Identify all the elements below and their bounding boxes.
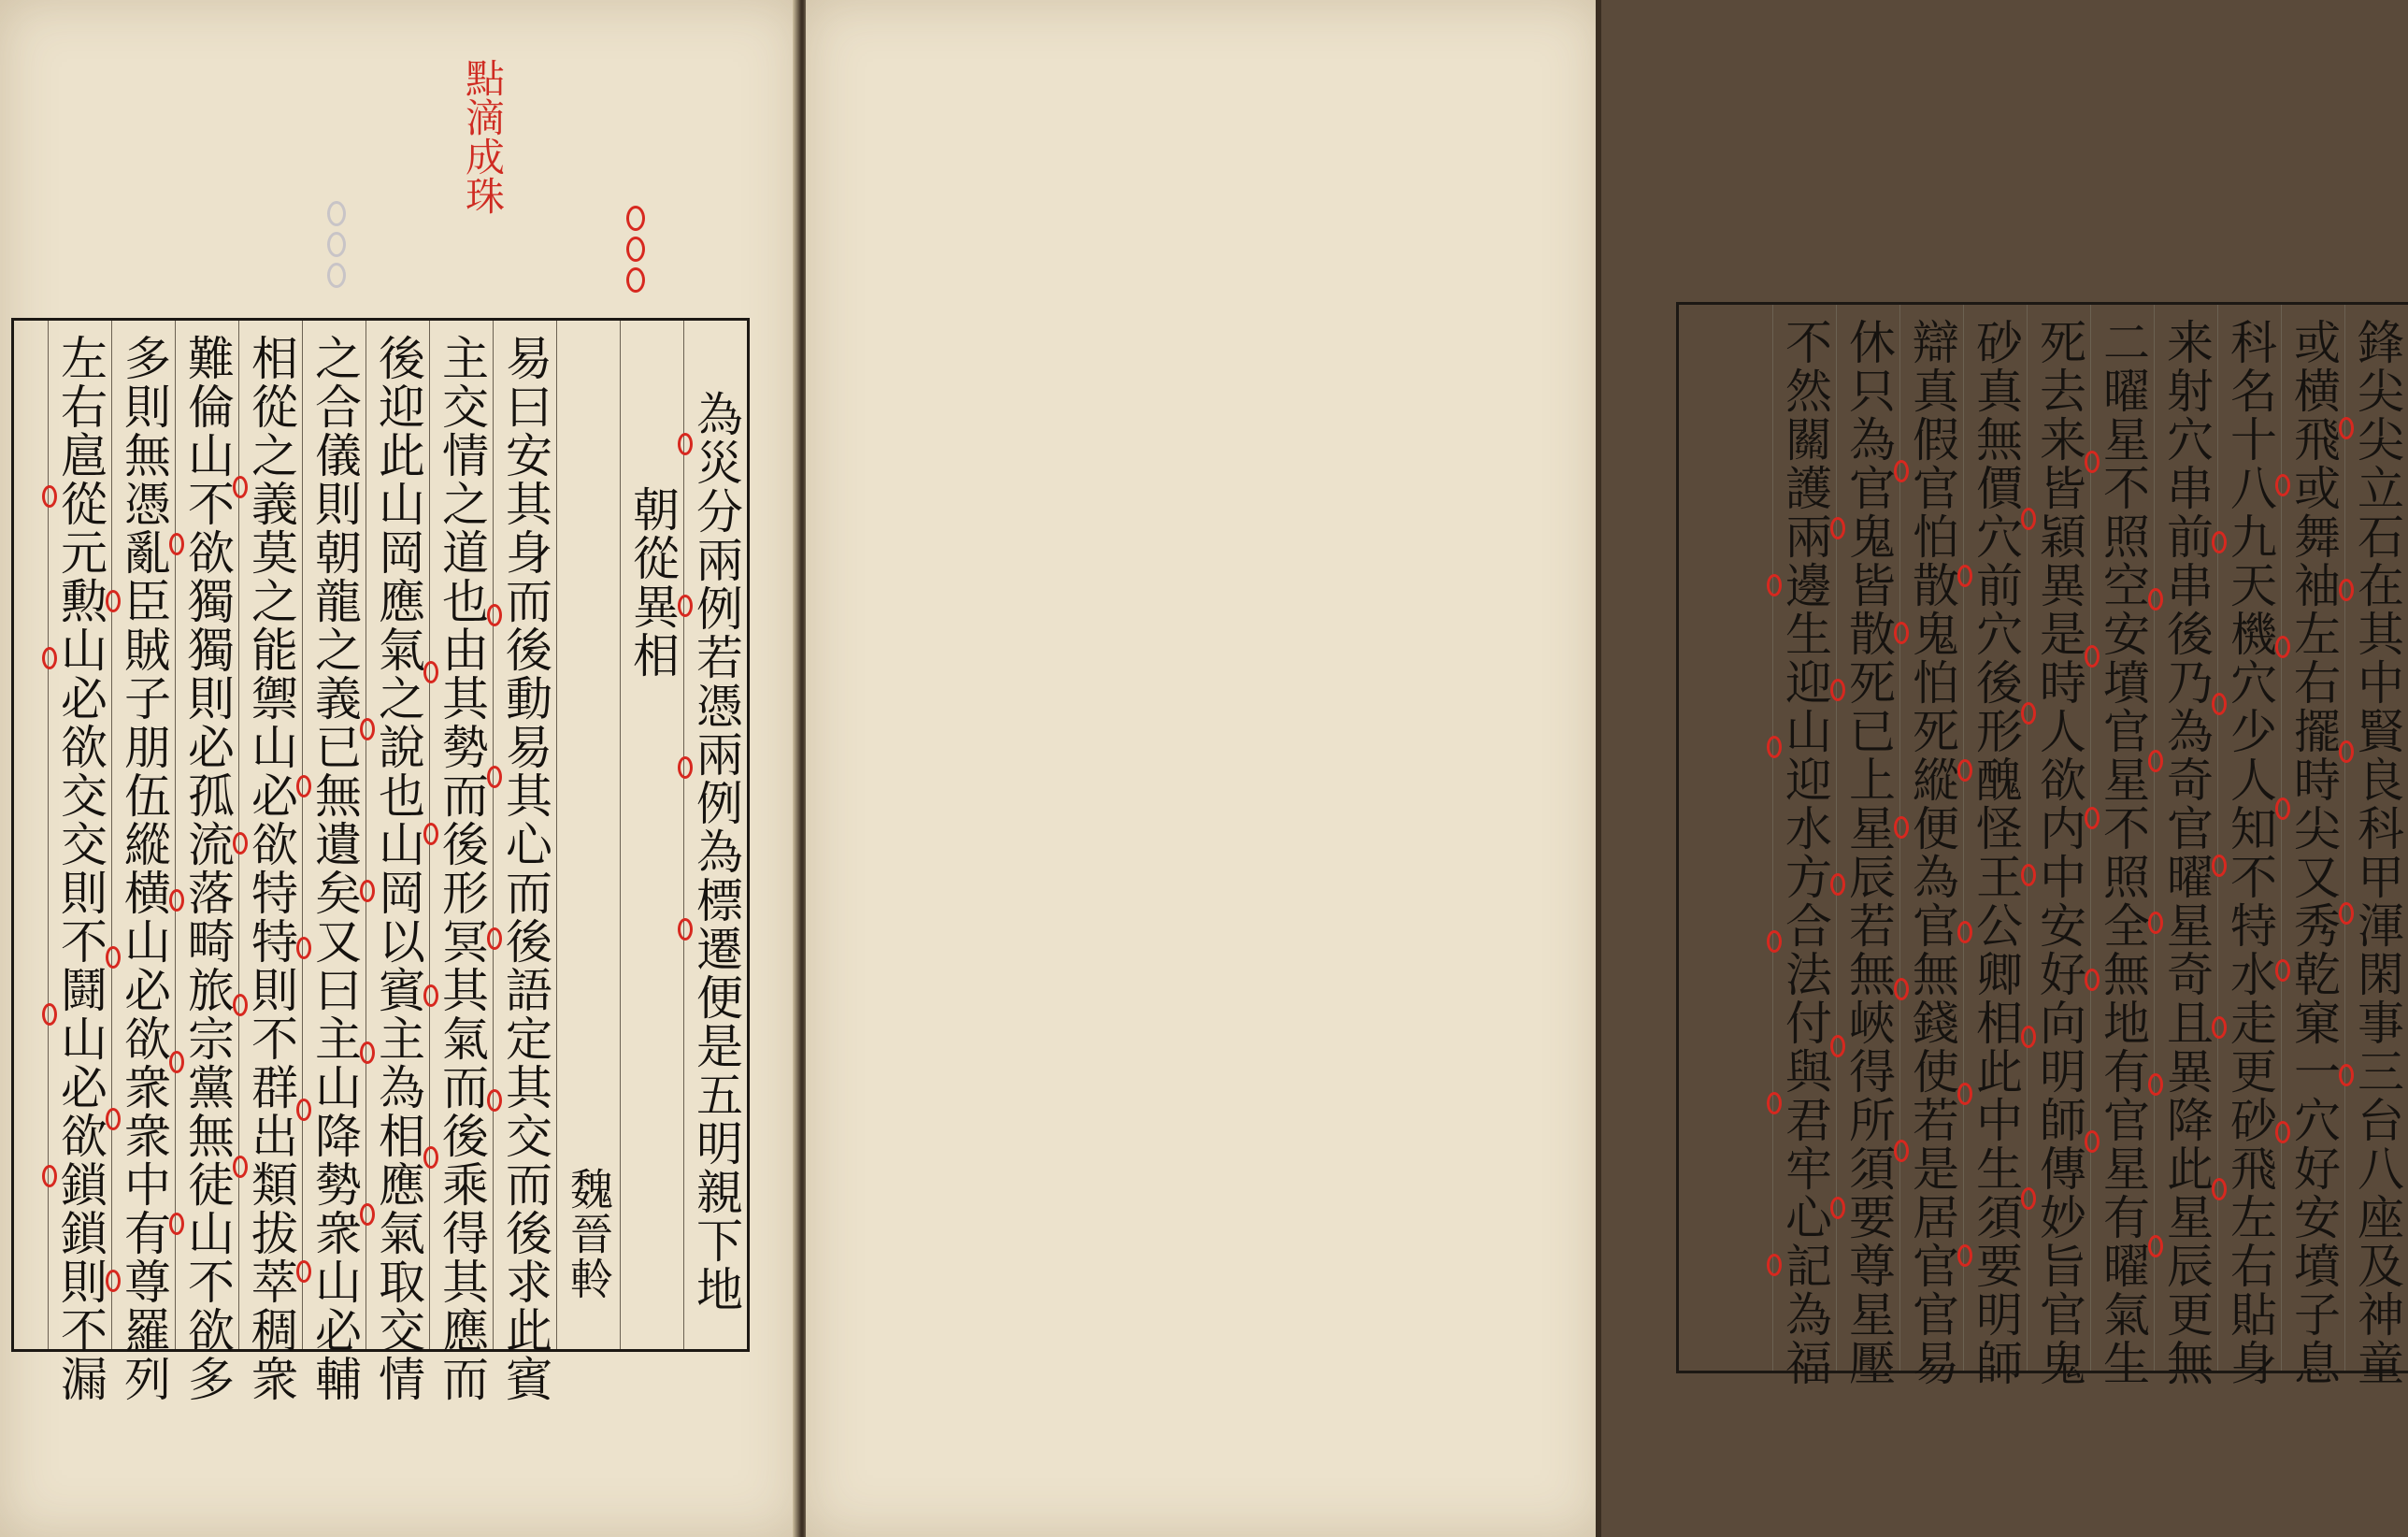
punctuation-circle bbox=[2085, 1130, 2100, 1153]
text-column: 来射穴串前串後乃為奇官曜星奇且異降此星辰更無 bbox=[2154, 305, 2217, 1371]
text-column: 科名十八九天機穴少人知不特水走更砂飛左右貼身 bbox=[2217, 305, 2281, 1371]
punctuation-circle bbox=[1830, 679, 1845, 701]
punctuation-circle bbox=[1894, 816, 1909, 839]
marginal-note: 點滴成珠 bbox=[460, 58, 506, 215]
punctuation-circle bbox=[1767, 574, 1782, 596]
punctuation-circle bbox=[2212, 855, 2227, 877]
punctuation-circle bbox=[487, 604, 502, 626]
punctuation-circle bbox=[1894, 622, 1909, 644]
punctuation-circle bbox=[42, 1003, 57, 1026]
punctuation-circle bbox=[42, 647, 57, 669]
punctuation-circle bbox=[1767, 1092, 1782, 1114]
right-text-frame bbox=[1676, 302, 2408, 1387]
punctuation-circle bbox=[1830, 1035, 1845, 1057]
punctuation-circle bbox=[2339, 417, 2354, 439]
punctuation-circle bbox=[233, 476, 248, 498]
punctuation-circle bbox=[2275, 959, 2290, 982]
red-circle-marks bbox=[626, 206, 645, 293]
punctuation-circle bbox=[296, 1260, 311, 1283]
punctuation-circle bbox=[2148, 588, 2163, 610]
text-column: 相從之義莫之能禦山必欲特特則不群出類拔萃稠衆 bbox=[238, 321, 302, 1349]
punctuation-circle bbox=[2339, 579, 2354, 601]
punctuation-circle bbox=[678, 433, 693, 455]
punctuation-circle bbox=[169, 889, 184, 912]
punctuation-circle bbox=[169, 533, 184, 555]
punctuation-circle bbox=[2021, 702, 2036, 725]
punctuation-circle bbox=[233, 1156, 248, 1178]
punctuation-circle bbox=[2148, 1235, 2163, 1257]
punctuation-circle bbox=[2085, 807, 2100, 829]
punctuation-circle bbox=[106, 946, 121, 969]
text-column: 難倫山不欲獨獨則必孤流落畸旅宗黨無徒山不欲多 bbox=[175, 321, 238, 1349]
text-column: 為災分兩例若憑兩例為標遷便是五明親下地 bbox=[683, 321, 747, 1349]
punctuation-circle bbox=[2275, 636, 2290, 658]
text-column: 多則無憑亂臣賊子朋伍縱横山必欲衆衆中有尊羅列 bbox=[111, 321, 175, 1349]
punctuation-circle bbox=[2339, 1064, 2354, 1086]
punctuation-circle bbox=[487, 766, 502, 788]
text-column: 之合儀則朝龍之義已無遺矣又曰主山降勢衆山必輔 bbox=[302, 321, 366, 1349]
punctuation-circle bbox=[1830, 1197, 1845, 1219]
punctuation-circle bbox=[2021, 1187, 2036, 1210]
faint-circle-mark bbox=[327, 201, 346, 226]
punctuation-circle bbox=[360, 880, 375, 902]
punctuation-circle bbox=[2085, 645, 2100, 668]
punctuation-circle bbox=[296, 937, 311, 959]
left-text-frame bbox=[11, 318, 750, 1403]
punctuation-circle bbox=[106, 1108, 121, 1130]
punctuation-circle bbox=[2021, 508, 2036, 530]
punctuation-circle bbox=[2148, 750, 2163, 772]
text-column: 砂真無價穴前穴後形醜怪王公卿相此中生須要明師 bbox=[1963, 305, 2027, 1371]
punctuation-circle bbox=[1957, 565, 1972, 587]
faint-circle-mark bbox=[327, 232, 346, 257]
punctuation-circle bbox=[2339, 740, 2354, 763]
punctuation-circle bbox=[2021, 1026, 2036, 1048]
punctuation-circle bbox=[1767, 736, 1782, 758]
text-column: 或横飛或舞袖左右擺時尖又秀乾窠一穴好安墳子息 bbox=[2281, 305, 2344, 1371]
punctuation-circle bbox=[2021, 864, 2036, 886]
right-page bbox=[806, 0, 2404, 1537]
punctuation-circle bbox=[169, 1051, 184, 1073]
punctuation-circle bbox=[2148, 1073, 2163, 1096]
punctuation-circle bbox=[678, 918, 693, 941]
faint-circle-mark bbox=[327, 263, 346, 288]
punctuation-circle bbox=[1957, 759, 1972, 782]
punctuation-circle bbox=[296, 1099, 311, 1121]
section-heading: 朝從異相 bbox=[620, 321, 683, 1349]
punctuation-circle bbox=[2148, 912, 2163, 934]
punctuation-circle bbox=[233, 994, 248, 1016]
punctuation-circle bbox=[1894, 1140, 1909, 1162]
punctuation-circle bbox=[678, 756, 693, 779]
punctuation-circle bbox=[2212, 1178, 2227, 1200]
punctuation-circle bbox=[1830, 517, 1845, 539]
text-column: 不然關護兩邊生迎山迎水方合法付與君牢心記為福 bbox=[1772, 305, 1836, 1371]
punctuation-circle bbox=[360, 1041, 375, 1064]
punctuation-circle bbox=[2212, 693, 2227, 715]
text-column: 辯真假官怕散鬼怕死縱便為官無錢使若是居官官易 bbox=[1899, 305, 1963, 1371]
punctuation-circle bbox=[678, 595, 693, 617]
punctuation-circle bbox=[487, 1089, 502, 1112]
text-column: 易曰安其身而後動易其心而後語定其交而後求此賓 bbox=[493, 321, 556, 1349]
red-circle-mark bbox=[626, 237, 645, 262]
punctuation-circle bbox=[42, 485, 57, 508]
punctuation-circle bbox=[1957, 921, 1972, 943]
text-column: 鋒尖尖立石在其中賢良科甲渾閑事三台八座及神童 bbox=[2344, 305, 2408, 1371]
punctuation-circle bbox=[2212, 1016, 2227, 1039]
punctuation-circle bbox=[2275, 474, 2290, 496]
red-circle-mark bbox=[626, 267, 645, 293]
punctuation-circle bbox=[2339, 902, 2354, 925]
punctuation-circle bbox=[1957, 1244, 1972, 1267]
text-column: 死去来皆穎異是時人欲内中安好向明師傳妙旨官鬼 bbox=[2027, 305, 2090, 1371]
faint-circle-marks bbox=[327, 201, 346, 288]
punctuation-circle bbox=[1957, 1083, 1972, 1105]
left-page bbox=[0, 0, 800, 1537]
book-edge bbox=[1596, 0, 1601, 1537]
punctuation-circle bbox=[233, 832, 248, 855]
punctuation-circle bbox=[1894, 460, 1909, 482]
punctuation-circle bbox=[360, 718, 375, 740]
punctuation-circle bbox=[423, 984, 438, 1007]
punctuation-circle bbox=[1894, 978, 1909, 1000]
punctuation-circle bbox=[1830, 873, 1845, 896]
punctuation-circle bbox=[2275, 797, 2290, 820]
punctuation-circle bbox=[487, 927, 502, 950]
punctuation-circle bbox=[2275, 1121, 2290, 1143]
text-column: 休只為官鬼皆散死已上星辰若無峽得所須要尊星壓 bbox=[1836, 305, 1899, 1371]
text-column: 左右扈從元勲山必欲交交則不鬪山必欲鎖鎖則不漏 bbox=[48, 321, 111, 1349]
punctuation-circle bbox=[1767, 1254, 1782, 1276]
punctuation-circle bbox=[2212, 531, 2227, 553]
punctuation-circle bbox=[423, 823, 438, 845]
punctuation-circle bbox=[360, 1203, 375, 1226]
punctuation-circle bbox=[42, 1165, 57, 1187]
text-column: 後迎此山岡應氣之說也山岡以賓主為相應氣取交情 bbox=[366, 321, 429, 1349]
author-column: 魏晉軨 bbox=[556, 321, 620, 1349]
punctuation-circle bbox=[423, 661, 438, 683]
punctuation-circle bbox=[296, 775, 311, 797]
text-column: 主交情之道也由其勢而後形冥其氣而後乘得其應而 bbox=[429, 321, 493, 1349]
punctuation-circle bbox=[106, 590, 121, 612]
punctuation-circle bbox=[1767, 930, 1782, 953]
punctuation-circle bbox=[423, 1146, 438, 1169]
punctuation-circle bbox=[169, 1213, 184, 1235]
text-column: 二曜星不照空安墳官星不照全無地有官星有曜氣生 bbox=[2090, 305, 2154, 1371]
punctuation-circle bbox=[106, 1270, 121, 1292]
punctuation-circle bbox=[2085, 451, 2100, 473]
red-circle-mark bbox=[626, 206, 645, 231]
punctuation-circle bbox=[2085, 969, 2100, 991]
